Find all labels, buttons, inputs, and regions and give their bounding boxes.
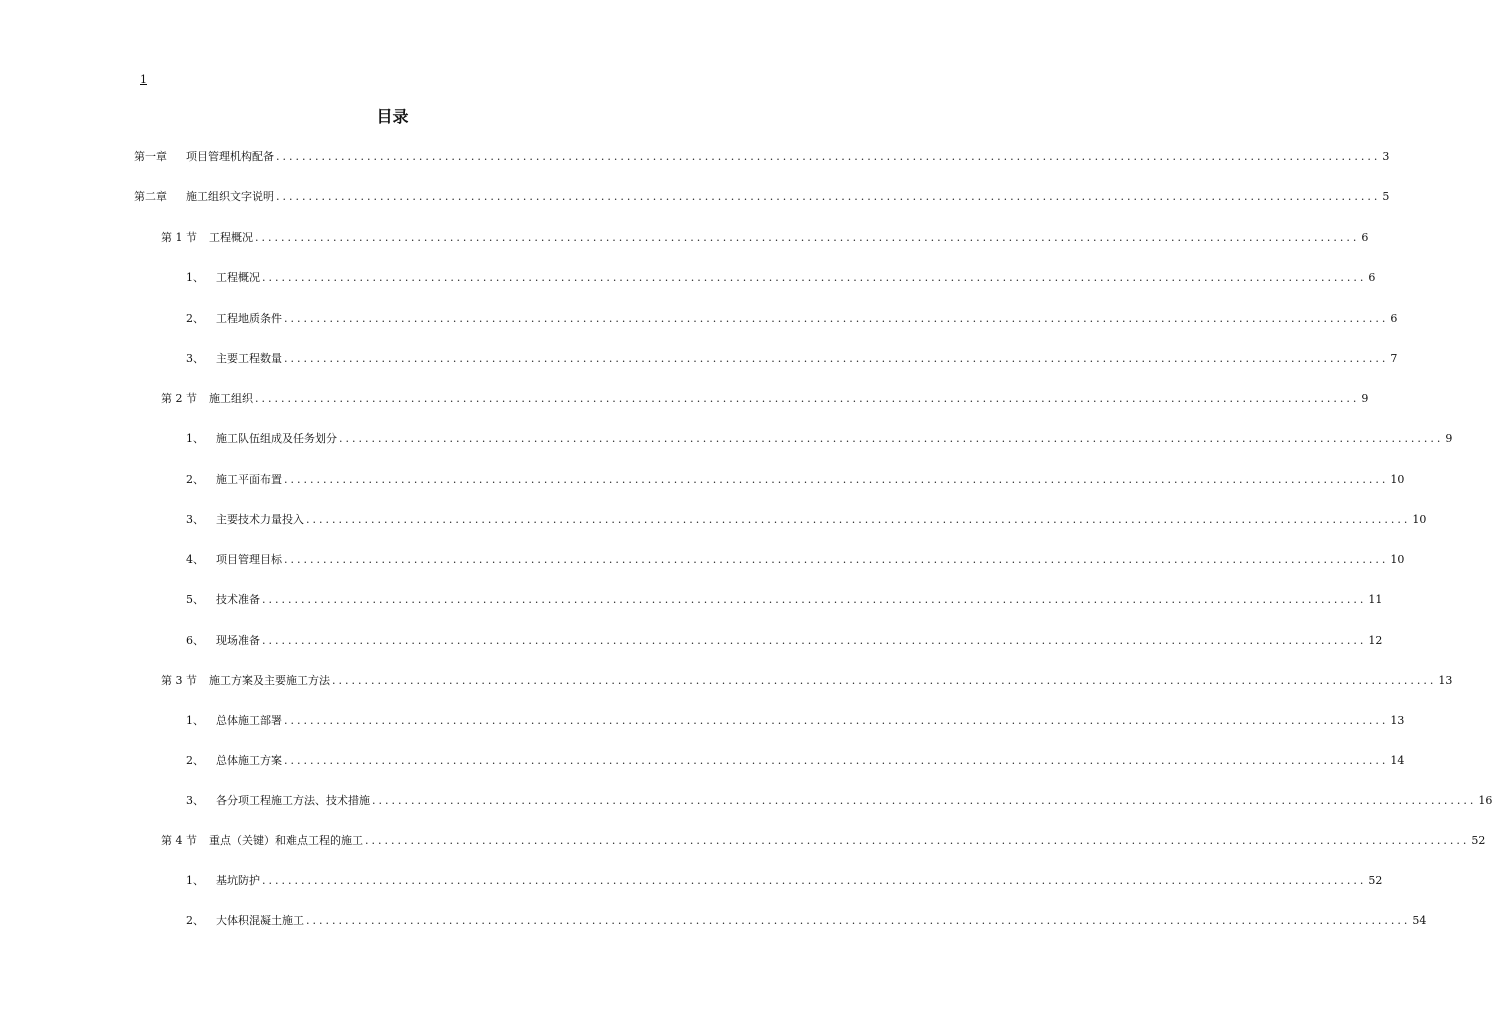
- toc-entry-number: 3、: [186, 352, 204, 365]
- toc-entry-number: 第 3 节: [161, 674, 197, 687]
- toc-entry-number: 第 2 节: [161, 392, 197, 405]
- toc-entry-label: 大体积混凝土施工: [216, 914, 304, 927]
- toc-entry-number: 2、: [186, 312, 204, 325]
- toc-entry-page: 5: [1382, 190, 1390, 203]
- toc-entry-number: 2、: [186, 914, 204, 927]
- toc-entry-item[interactable]: [186, 551, 1405, 567]
- toc-leader: ..........................................................................................................................................................................: [306, 513, 1411, 526]
- toc-entry-label: 现场准备: [216, 634, 260, 647]
- toc-entry-label: 施工方案及主要施工方法: [209, 674, 330, 687]
- toc-entry-page: 6: [1361, 231, 1369, 244]
- toc-entry-item[interactable]: [186, 511, 1427, 527]
- toc-title: 目录: [376, 107, 409, 126]
- toc-entry-number: 2、: [186, 473, 204, 486]
- toc-entry-page: 3: [1382, 150, 1390, 163]
- toc-entry-section-3[interactable]: [161, 672, 1453, 688]
- toc-leader: ..........................................................................................................................................................................: [262, 874, 1367, 887]
- toc-entry-page: 6: [1368, 271, 1376, 284]
- toc-entry-label: 项目管理目标: [216, 553, 282, 566]
- toc-leader: ..........................................................................................................................................................................: [255, 392, 1360, 405]
- toc-entry-label: 工程地质条件: [216, 312, 282, 325]
- toc-leader: ..........................................................................................................................................................................: [306, 914, 1411, 927]
- toc-entry-label: 总体施工部署: [216, 714, 282, 727]
- toc-entry-page: 13: [1390, 714, 1405, 727]
- toc-entry-label: 施工组织文字说明: [186, 190, 274, 203]
- toc-entry-number: 5、: [186, 593, 204, 606]
- toc-entry-label: 工程概况: [216, 271, 260, 284]
- toc-leader: ..........................................................................................................................................................................: [255, 231, 1360, 244]
- toc-leader: ..........................................................................................................................................................................: [262, 593, 1367, 606]
- toc-entry-label: 施工队伍组成及任务划分: [216, 432, 337, 445]
- toc-entry-number: 2、: [186, 754, 204, 767]
- toc-entry-item[interactable]: [186, 712, 1405, 728]
- toc-entry-section-1[interactable]: [161, 229, 1369, 245]
- toc-entry-number: 1、: [186, 271, 204, 284]
- toc-entry-item[interactable]: [186, 350, 1398, 366]
- toc-entry-number: 1、: [186, 874, 204, 887]
- toc-leader: ..........................................................................................................................................................................: [276, 150, 1381, 163]
- toc-entry-label: 各分项工程施工方法、技术措施: [216, 794, 370, 807]
- toc-entry-label: 重点（关键）和难点工程的施工: [209, 834, 363, 847]
- toc-entry-number: 第 4 节: [161, 834, 197, 847]
- toc-entry-item[interactable]: [186, 912, 1427, 928]
- toc-entry-item[interactable]: [186, 872, 1383, 888]
- toc-entry-page: 10: [1412, 513, 1427, 526]
- toc-entry-page: 10: [1390, 553, 1405, 566]
- toc-entry-label: 技术准备: [216, 593, 260, 606]
- toc-entry-page: 14: [1390, 754, 1405, 767]
- toc-entry-chapter-2[interactable]: [134, 188, 1390, 204]
- toc-entry-page: 12: [1368, 634, 1383, 647]
- toc-leader: ..........................................................................................................................................................................: [284, 754, 1389, 767]
- toc-entry-page: 52: [1368, 874, 1383, 887]
- toc-leader: ..........................................................................................................................................................................: [339, 432, 1444, 445]
- toc-entry-page: 9: [1445, 432, 1453, 445]
- toc-entry-label: 主要工程数量: [216, 352, 282, 365]
- toc-entry-number: 3、: [186, 513, 204, 526]
- toc-entry-number: 第二章: [134, 190, 167, 203]
- page-number: 1: [140, 73, 147, 86]
- toc-leader: ..........................................................................................................................................................................: [332, 674, 1437, 687]
- toc-entry-number: 第一章: [134, 150, 167, 163]
- toc-entry-page: 16: [1478, 794, 1492, 807]
- toc-entry-item[interactable]: [186, 471, 1405, 487]
- toc-leader: ..........................................................................................................................................................................: [284, 352, 1389, 365]
- toc-entry-number: 1、: [186, 432, 204, 445]
- toc-entry-page: 10: [1390, 473, 1405, 486]
- toc-entry-label: 施工组织: [209, 392, 253, 405]
- toc-leader: ..........................................................................................................................................................................: [284, 312, 1389, 325]
- toc-entry-page: 52: [1471, 834, 1486, 847]
- toc-entry-item[interactable]: [186, 269, 1376, 285]
- toc-entry-label: 工程概况: [209, 231, 253, 244]
- toc-entry-number: 6、: [186, 634, 204, 647]
- toc-entry-item[interactable]: [186, 310, 1398, 326]
- toc-leader: ..........................................................................................................................................................................: [262, 271, 1367, 284]
- toc-entry-chapter-1[interactable]: [134, 148, 1390, 164]
- toc-entry-page: 13: [1438, 674, 1453, 687]
- toc-entry-section-4[interactable]: [161, 832, 1486, 848]
- toc-entry-number: 3、: [186, 794, 204, 807]
- toc-entry-label: 施工平面布置: [216, 473, 282, 486]
- toc-entry-item[interactable]: [186, 792, 1492, 808]
- toc-entry-label: 总体施工方案: [216, 754, 282, 767]
- toc-entry-page: 11: [1368, 593, 1383, 606]
- toc-entry-label: 基坑防护: [216, 874, 260, 887]
- toc-entry-item[interactable]: [186, 591, 1383, 607]
- toc-leader: ..........................................................................................................................................................................: [284, 714, 1389, 727]
- toc-entry-page: 9: [1361, 392, 1369, 405]
- toc-entry-page: 6: [1390, 312, 1398, 325]
- toc-leader: ..........................................................................................................................................................................: [276, 190, 1381, 203]
- toc-entry-number: 4、: [186, 553, 204, 566]
- toc-entry-item[interactable]: [186, 632, 1383, 648]
- toc-entry-label: 主要技术力量投入: [216, 513, 304, 526]
- toc-entry-item[interactable]: [186, 752, 1405, 768]
- toc-entry-number: 1、: [186, 714, 204, 727]
- toc-leader: ..........................................................................................................................................................................: [284, 473, 1389, 486]
- toc-leader: ..........................................................................................................................................................................: [372, 794, 1477, 807]
- toc-entry-label: 项目管理机构配备: [186, 150, 274, 163]
- toc-entry-section-2[interactable]: [161, 390, 1369, 406]
- toc-entry-page: 54: [1412, 914, 1427, 927]
- toc-leader: ..........................................................................................................................................................................: [365, 834, 1470, 847]
- toc-entry-number: 第 1 节: [161, 231, 197, 244]
- toc-leader: ..........................................................................................................................................................................: [284, 553, 1389, 566]
- toc-entry-item[interactable]: [186, 430, 1453, 446]
- toc-leader: ..........................................................................................................................................................................: [262, 634, 1367, 647]
- toc-entry-page: 7: [1390, 352, 1398, 365]
